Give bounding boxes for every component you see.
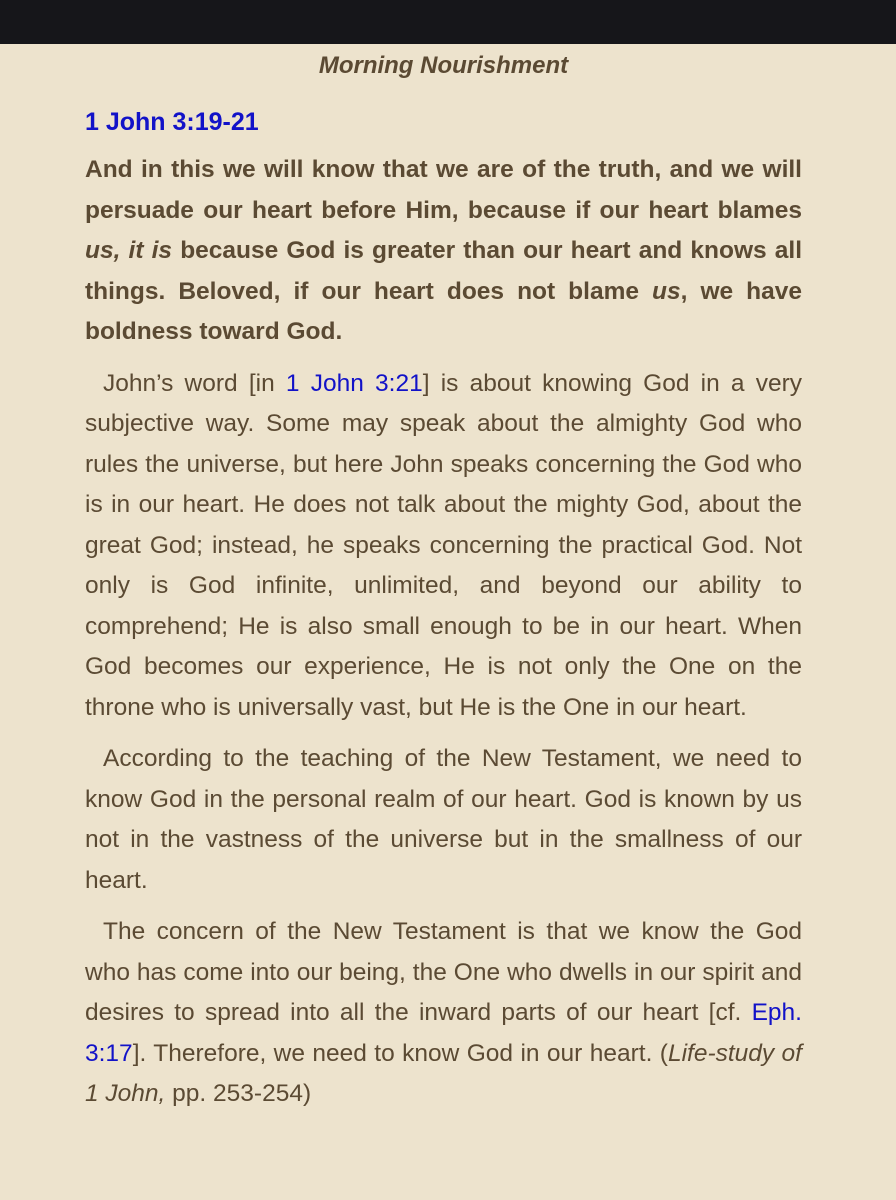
verse-text-part: And in this we will know that we are of the truth, and we will persuade our heart before Him, because if our heart blames <box>85 156 802 224</box>
reading-page <box>0 48 896 1115</box>
paragraph-2 <box>85 739 802 901</box>
verse-italic-part: us <box>652 277 681 305</box>
verse-reference-link[interactable]: 1 John 3:19-21 <box>85 108 259 136</box>
paragraph-text: John’s word [in <box>103 369 286 397</box>
paragraph-text: According to the teaching of the New Testament, we need to know God in the personal realm of our heart. God is known by us not in the vastness of the universe but in the smallness of our heart. <box>85 745 802 894</box>
scripture-link[interactable]: Eph. 3:17 <box>85 999 802 1067</box>
verse-text-part: , we have boldness toward God. <box>85 277 802 345</box>
paragraph-text: ]. Therefore, we need to know God in our heart. ( <box>132 1039 668 1067</box>
top-status-bar <box>0 0 896 44</box>
paragraph-1 <box>85 364 802 729</box>
verse-text-part: because God is greater than our heart and knows all things. Beloved, if our heart does not blame <box>85 237 802 305</box>
paragraph-text: The concern of the New Testament is that we know the God who has come into our being, the One who dwells in our spirit and desires to spread into all the inward parts of our heart [cf. <box>85 918 802 1026</box>
paragraph-text: ] is about knowing God in a very subjective way. Some may speak about the almighty God who rules the universe, but here John speaks concerning the God who is in our heart. He does not talk about the mighty God, about the great God; instead, he speaks concerning the practical God. Not only is God infinite, unlimited, and beyond our ability to comprehend; He is also small enough to be in our heart. When God becomes our experience, He is not only the One on the throne who is universally vast, but He is the One in our heart. <box>85 369 802 721</box>
paragraph-text: pp. 253-254) <box>165 1080 312 1107</box>
scripture-link[interactable]: 1 John 3:21 <box>285 369 423 397</box>
source-title: Life-study of 1 John, <box>85 1039 802 1107</box>
verse-text <box>85 150 802 353</box>
page-title: Morning Nourishment <box>318 52 569 79</box>
verse-italic-part: us, it is <box>85 237 173 264</box>
paragraph-3 <box>85 912 802 1115</box>
